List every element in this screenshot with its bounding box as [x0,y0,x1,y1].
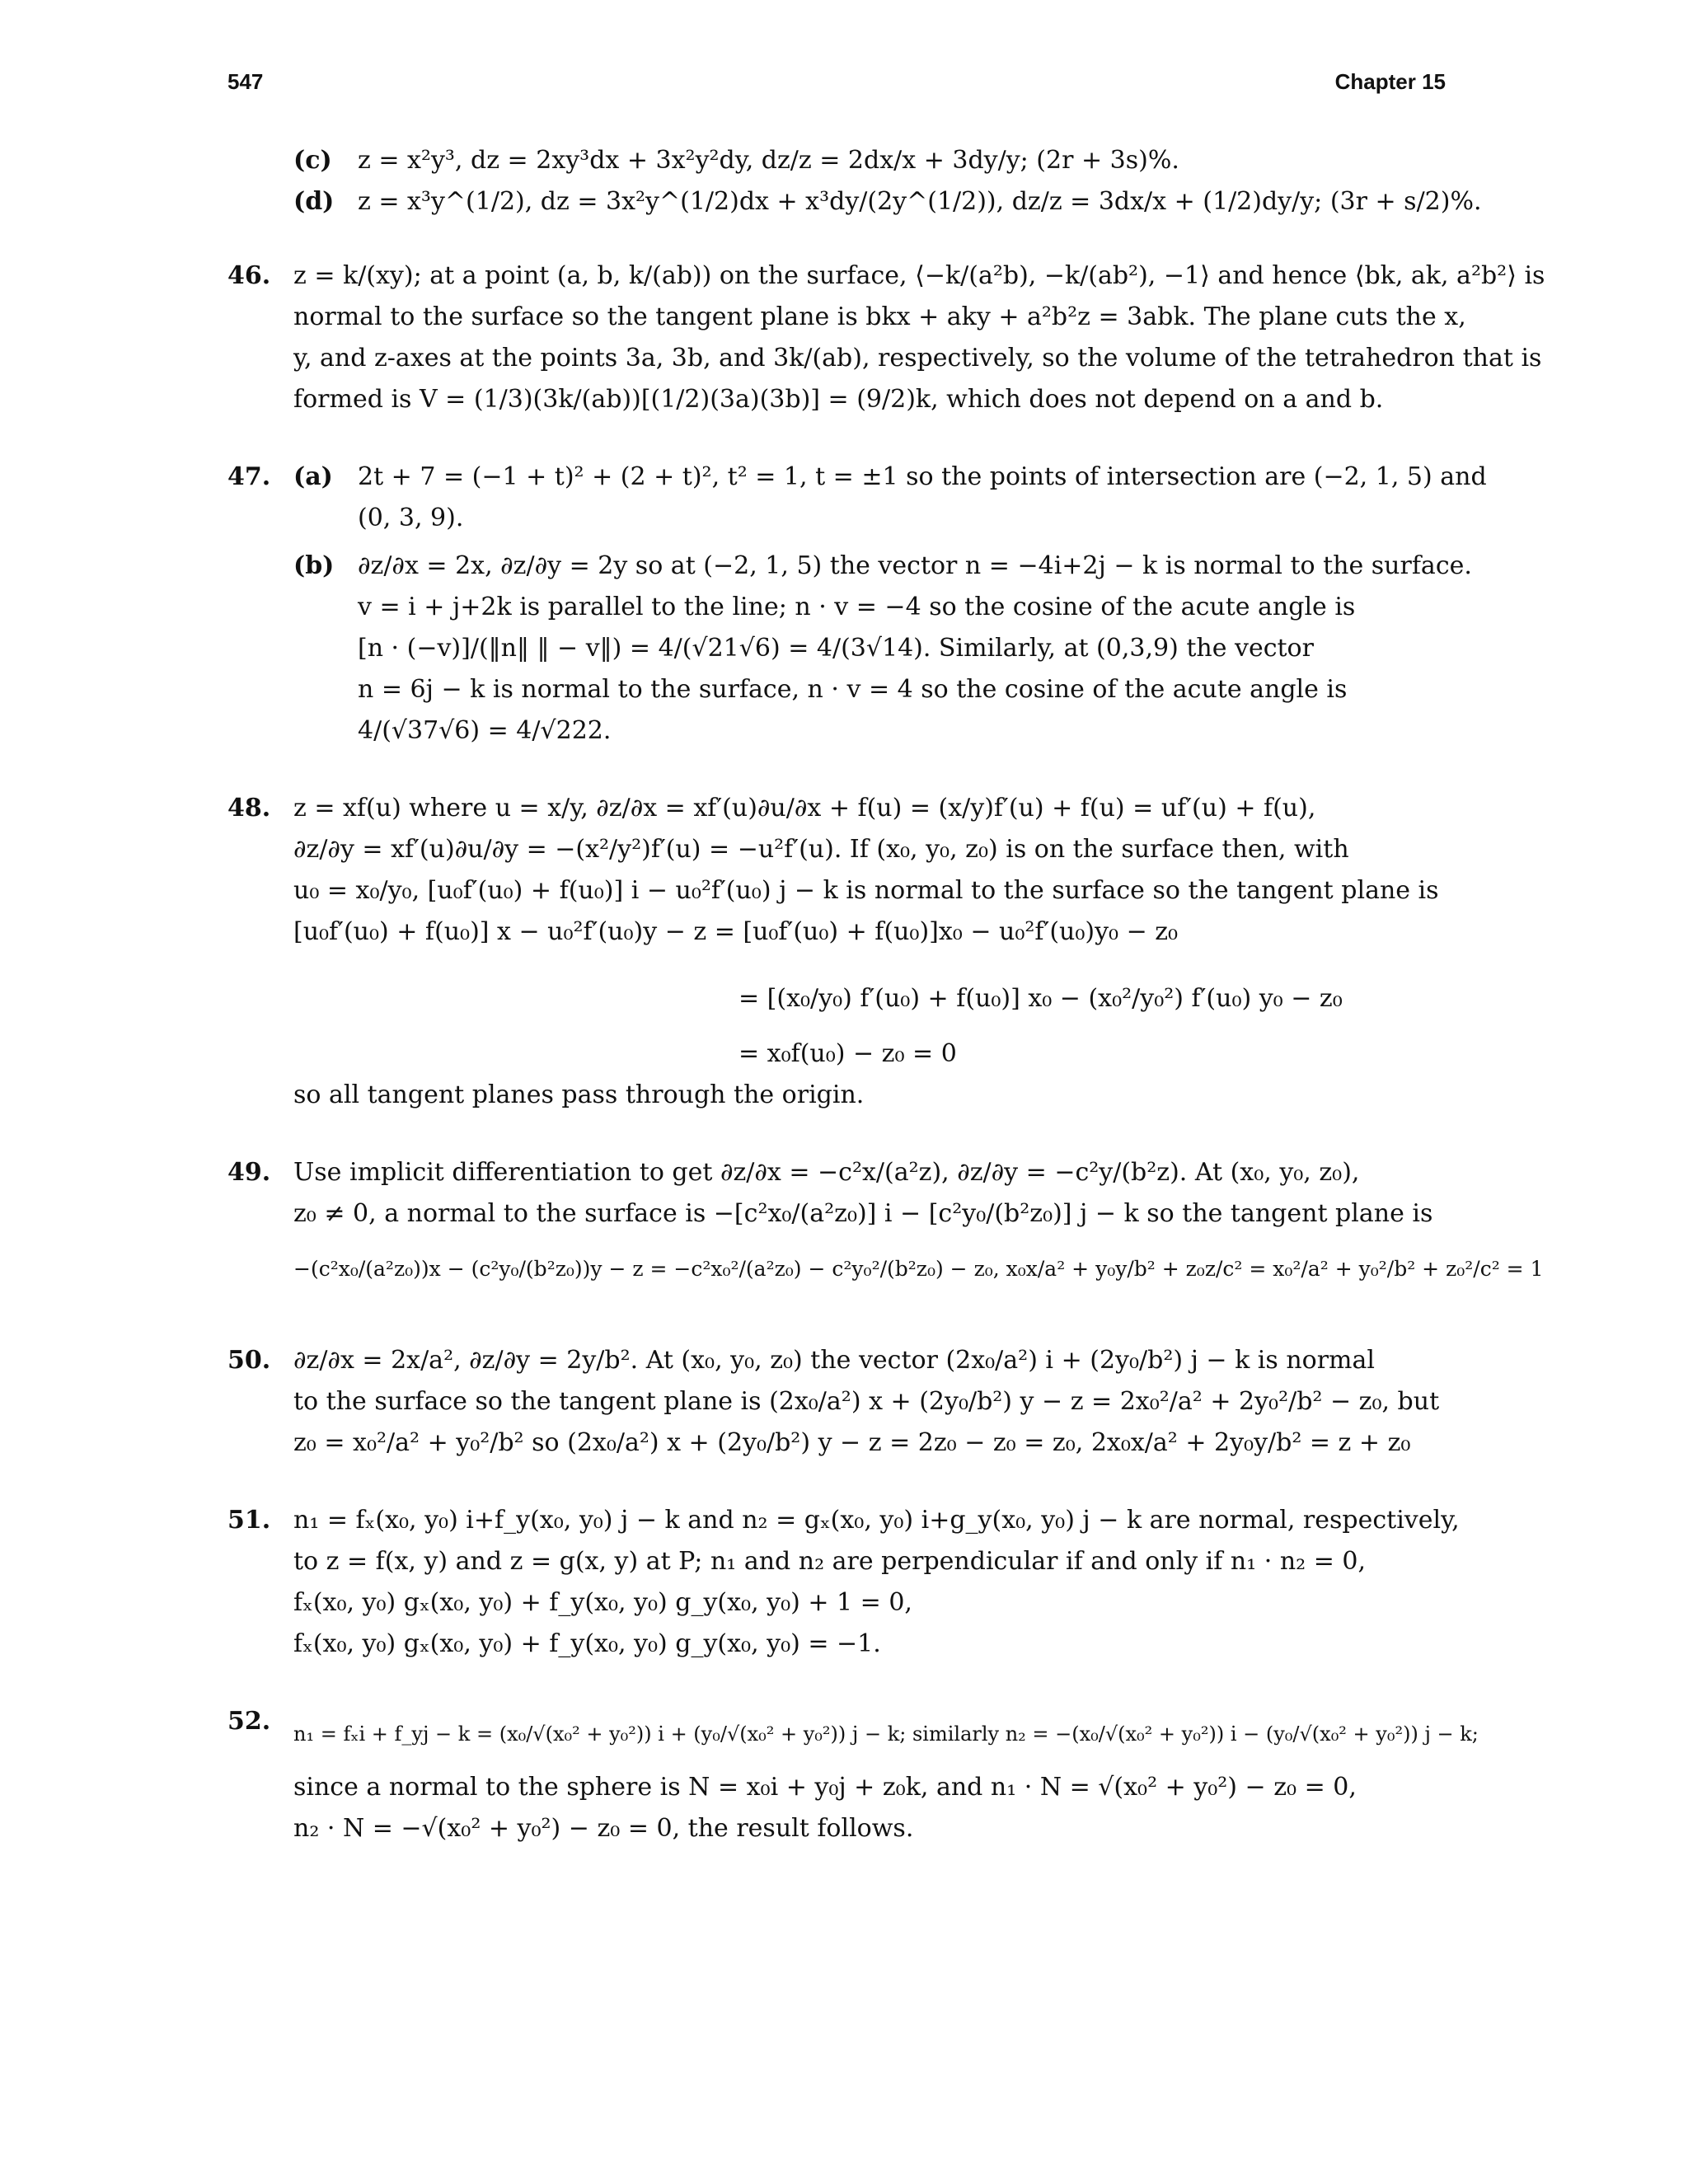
part-a [293,457,1487,539]
part-b [293,546,1472,752]
text-line: ∂z/∂y = xf′(u)∂u/∂y = −(x²/y²)f′(u) = −u²f′(u). If (x₀, y₀, z₀) is on the surface then, with [293,835,1349,864]
part-d [293,181,1482,223]
problem-number: 46. [227,261,271,290]
text-line: normal to the surface so the tangent plane is bkx + aky + a²b²z = 3abk. The plane cuts the x, [293,302,1466,331]
text-line: (0, 3, 9). [358,504,464,532]
problem-51 [227,1500,1460,1665]
problem-50 [227,1340,1446,1464]
equation-line: z = x²y³, dz = 2xy³dx + 3x²y²dy, dz/z = 2dx/x + 3dy/y; (2r + 3s)%. [358,146,1179,175]
problem-52 [227,1701,1479,1849]
part-label: (a) [293,462,333,491]
text-line: z = k/(xy); at a point (a, b, k/(ab)) on the surface, ⟨−k/(a²b), −k/(ab²), −1⟩ and hence ⟨bk, ak, a²b²⟩ is [293,261,1545,290]
text-line: so all tangent planes pass through the origin. [293,1080,865,1109]
problem-49 [227,1152,1544,1304]
text-line: since a normal to the sphere is N = x₀i + y₀j + z₀k, and n₁ · N = √(x₀² + y₀²) − z₀ = 0, [293,1773,1357,1802]
page-number: 547 [227,69,264,94]
text-line: v = i + j+2k is parallel to the line; n · v = −4 so the cosine of the acute angle is [358,593,1356,621]
aligned-equations [293,964,1446,1075]
text-line: z₀ = x₀²/a² + y₀²/b² so (2x₀/a²) x + (2y₀/b²) y − z = 2z₀ − z₀ = z₀, 2x₀x/a² + 2y₀y/b² = z + z₀ [293,1428,1411,1457]
part-c [293,140,1446,181]
text-line: [u₀f′(u₀) + f(u₀)] x − u₀²f′(u₀)y − z = [u₀f′(u₀) + f(u₀)]x₀ − u₀²f′(u₀)y₀ − z₀ [293,917,1179,946]
text-line: ∂z/∂x = 2x/a², ∂z/∂y = 2y/b². At (x₀, y₀, z₀) the vector (2x₀/a²) i + (2y₀/b²) j − k is normal [293,1346,1375,1375]
text-line: n₂ · N = −√(x₀² + y₀²) − z₀ = 0, the result follows. [293,1814,914,1843]
equation-line: z = x³y^(1/2), dz = 3x²y^(1/2)dx + x³dy/(2y^(1/2)), dz/z = 3dx/x + (1/2)dy/y; (3r + s/2)%. [358,187,1482,216]
equation-line: = x₀f(u₀) − z₀ = 0 [738,1039,957,1068]
text-line: [n · (−v)]/(‖n‖ ‖ − v‖) = 4/(√21√6) = 4/(3√14). Similarly, at (0,3,9) the vector [358,634,1314,663]
text-line: to the surface so the tangent plane is (2x₀/a²) x + (2y₀/b²) y − z = 2x₀²/a² + 2y₀²/b² − z₀, but [293,1387,1440,1416]
text-line: ∂z/∂x = 2x, ∂z/∂y = 2y so at (−2, 1, 5) the vector n = −4i+2j − k is normal to the surface. [358,551,1472,580]
text-line: 4/(√37√6) = 4/√222. [358,716,612,745]
part-label: (c) [293,146,332,175]
part-label: (d) [293,187,335,216]
page-content [227,140,1545,1886]
text-line: 2t + 7 = (−1 + t)² + (2 + t)², t² = 1, t = ±1 so the points of intersection are (−2, 1, 5) and [358,462,1487,491]
text-line: Use implicit differentiation to get ∂z/∂x = −c²x/(a²z), ∂z/∂y = −c²y/(b²z). At (x₀, y₀, z₀), [293,1158,1360,1187]
problem-number: 47. [227,462,271,491]
problem-45-continued [227,140,1482,223]
problem-number: 52. [227,1707,271,1736]
problem-48 [227,788,1446,1116]
text-line: u₀ = x₀/y₀, [u₀f′(u₀) + f(u₀)] i − u₀²f′(u₀) j − k is normal to the surface so the tangent plane is [293,876,1439,905]
text-line: y, and z-axes at the points 3a, 3b, and 3k/(ab), respectively, so the volume of the tetrahedron that is [293,344,1542,373]
problem-46 [227,255,1545,420]
text-line: n₁ = fₓ(x₀, y₀) i+f_y(x₀, y₀) j − k and n₂ = gₓ(x₀, y₀) i+g_y(x₀, y₀) j − k are normal, respectively, [293,1506,1460,1535]
text-line: fₓ(x₀, y₀) gₓ(x₀, y₀) + f_y(x₀, y₀) g_y(x₀, y₀) + 1 = 0, [293,1588,912,1617]
text-line: z = xf(u) where u = x/y, ∂z/∂x = xf′(u)∂u/∂x + f(u) = (x/y)f′(u) + f(u) = uf′(u) + f(u), [293,794,1316,823]
problem-number: 49. [227,1158,271,1187]
text-line: n = 6j − k is normal to the surface, n · v = 4 so the cosine of the acute angle is [358,675,1348,704]
equation-line: n₁ = fₓi + f_yj − k = (x₀/√(x₀² + y₀²)) i + (y₀/√(x₀² + y₀²)) j − k; similarly n₂ = −(x₀/√(x₀² + y₀²)) i − (y₀/√(x₀² + y₀²)) j − k; [293,1722,1479,1746]
text-line: to z = f(x, y) and z = g(x, y) at P; n₁ and n₂ are perpendicular if and only if n₁ · n₂ = 0, [293,1547,1367,1576]
chapter-title: Chapter 15 [1334,69,1446,94]
text-line: fₓ(x₀, y₀) gₓ(x₀, y₀) + f_y(x₀, y₀) g_y(x₀, y₀) = −1. [293,1629,881,1658]
text-line: formed is V = (1/3)(3k/(ab))[(1/2)(3a)(3b)] = (9/2)k, which does not depend on a and b. [293,385,1384,414]
problem-number: 48. [227,794,271,823]
part-label: (b) [293,551,335,580]
problem-number: 50. [227,1346,271,1375]
text-line: z₀ ≠ 0, a normal to the surface is −[c²x₀/(a²z₀)] i − [c²y₀/(b²z₀)] j − k so the tangent plane is [293,1199,1433,1228]
problem-number: 51. [227,1506,271,1535]
problem-47 [227,457,1487,752]
equation-line: −(c²x₀/(a²z₀))x − (c²y₀/(b²z₀))y − z = −c²x₀²/(a²z₀) − c²y₀²/(b²z₀) − z₀, x₀x/a² + y₀y/b² + z₀z/c² = x₀²/a² + y₀²/b² + z₀²/c² = 1 [293,1257,1544,1281]
equation-line: = [(x₀/y₀) f′(u₀) + f(u₀)] x₀ − (x₀²/y₀²) f′(u₀) y₀ − z₀ [738,984,1343,1013]
